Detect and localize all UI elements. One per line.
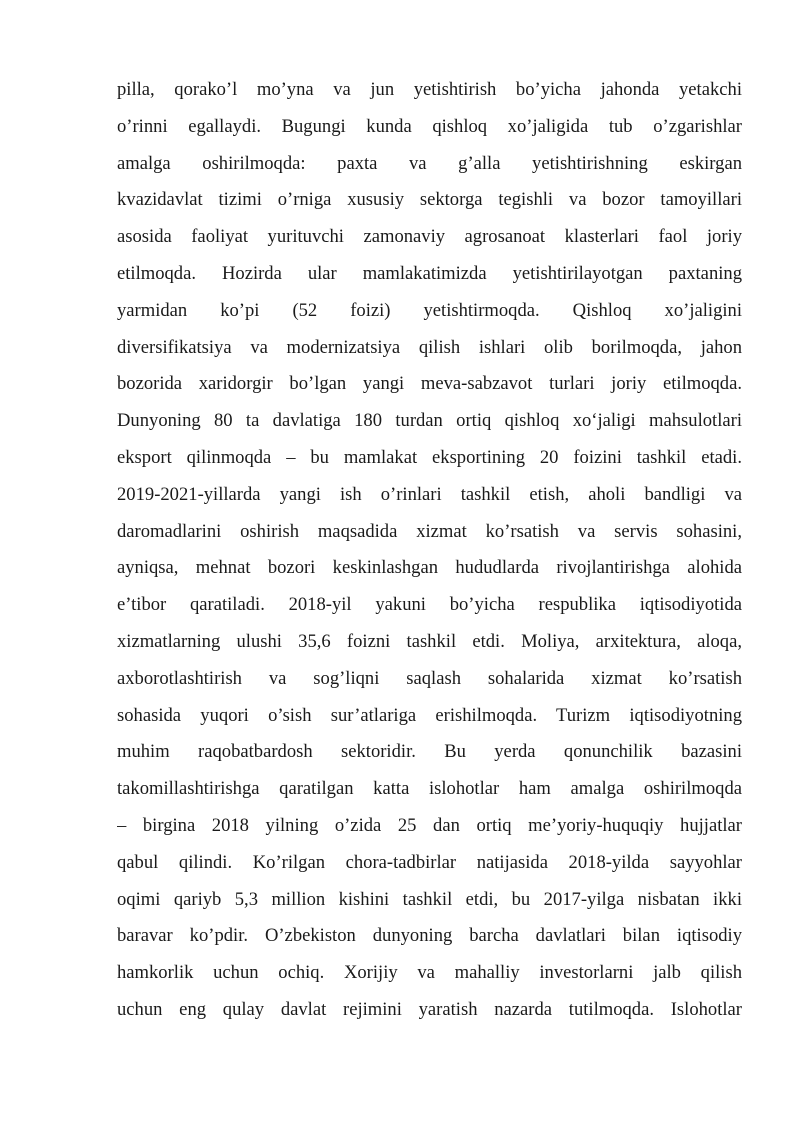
text-line: diversifikatsiya va modernizatsiya qilish ishlari olib borilmoqda, jahon [117, 336, 742, 358]
text-line: bozorida xaridorgir bo’lgan yangi meva-sabzavot turlari joriy etilmoqda. [117, 373, 742, 395]
text-line: sohasida yuqori o’sish sur’atlariga erishilmoqda. Turizm iqtisodiyotning [117, 704, 742, 726]
text-line: muhim raqobatbardosh sektoridir. Bu yerda qonunchilik bazasini [117, 741, 742, 763]
text-line: – birgina 2018 yilning o’zida 25 dan ortiq me’yoriy-huquqiy hujjatlar [117, 814, 742, 836]
text-line: takomillashtirishga qaratilgan katta islohotlar ham amalga oshirilmoqda [117, 778, 742, 800]
text-line: 2019-2021-yillarda yangi ish o’rinlari tashkil etish, aholi bandligi va [117, 483, 742, 505]
body-paragraph [117, 72, 742, 1029]
text-line: baravar ko’pdir. O’zbekiston dunyoning barcha davlatlari bilan iqtisodiy [117, 925, 742, 947]
text-line: amalga oshirilmoqda: paxta va g’alla yetishtirishning eskirgan [117, 152, 742, 174]
text-line: oqimi qariyb 5,3 million kishini tashkil etdi, bu 2017-yilga nisbatan ikki [117, 888, 742, 910]
text-line: etilmoqda. Hozirda ular mamlakatimizda yetishtirilayotgan paxtaning [117, 262, 742, 284]
text-line: kvazidavlat tizimi o’rniga xususiy sektorga tegishli va bozor tamoyillari [117, 189, 742, 211]
text-line: Dunyoning 80 ta davlatiga 180 turdan ortiq qishloq xo‘jaligi mahsulotlari [117, 410, 742, 432]
text-line: e’tibor qaratiladi. 2018-yil yakuni bo’yicha respublika iqtisodiyotida [117, 594, 742, 616]
text-line: uchun eng qulay davlat rejimini yaratish nazarda tutilmoqda. Islohotlar [117, 998, 742, 1020]
text-line: o’rinni egallaydi. Bugungi kunda qishloq xo’jaligida tub o’zgarishlar [117, 115, 742, 137]
text-line: yarmidan ko’pi (52 foizi) yetishtirmoqda. Qishloq xo’jaligini [117, 299, 742, 321]
text-line: pilla, qorako’l mo’yna va jun yetishtirish bo’yicha jahonda yetakchi [117, 79, 742, 100]
text-line: xizmatlarning ulushi 35,6 foizni tashkil etdi. Moliya, arxitektura, aloqa, [117, 630, 742, 652]
text-line: axborotlashtirish va sog’liqni saqlash sohalarida xizmat ko’rsatish [117, 667, 742, 689]
text-line: ayniqsa, mehnat bozori keskinlashgan hududlarda rivojlantirishga alohida [117, 557, 742, 579]
text-line: eksport qilinmoqda – bu mamlakat eksportining 20 foizini tashkil etadi. [117, 446, 742, 468]
text-line: asosida faoliyat yurituvchi zamonaviy agrosanoat klasterlari faol joriy [117, 226, 742, 248]
text-line: qabul qilindi. Ko’rilgan chora-tadbirlar natijasida 2018-yilda sayyohlar [117, 851, 742, 873]
text-line: daromadlarini oshirish maqsadida xizmat ko’rsatish va servis sohasini, [117, 520, 742, 542]
text-line: hamkorlik uchun ochiq. Xorijiy va mahalliy investorlarni jalb qilish [117, 962, 742, 984]
